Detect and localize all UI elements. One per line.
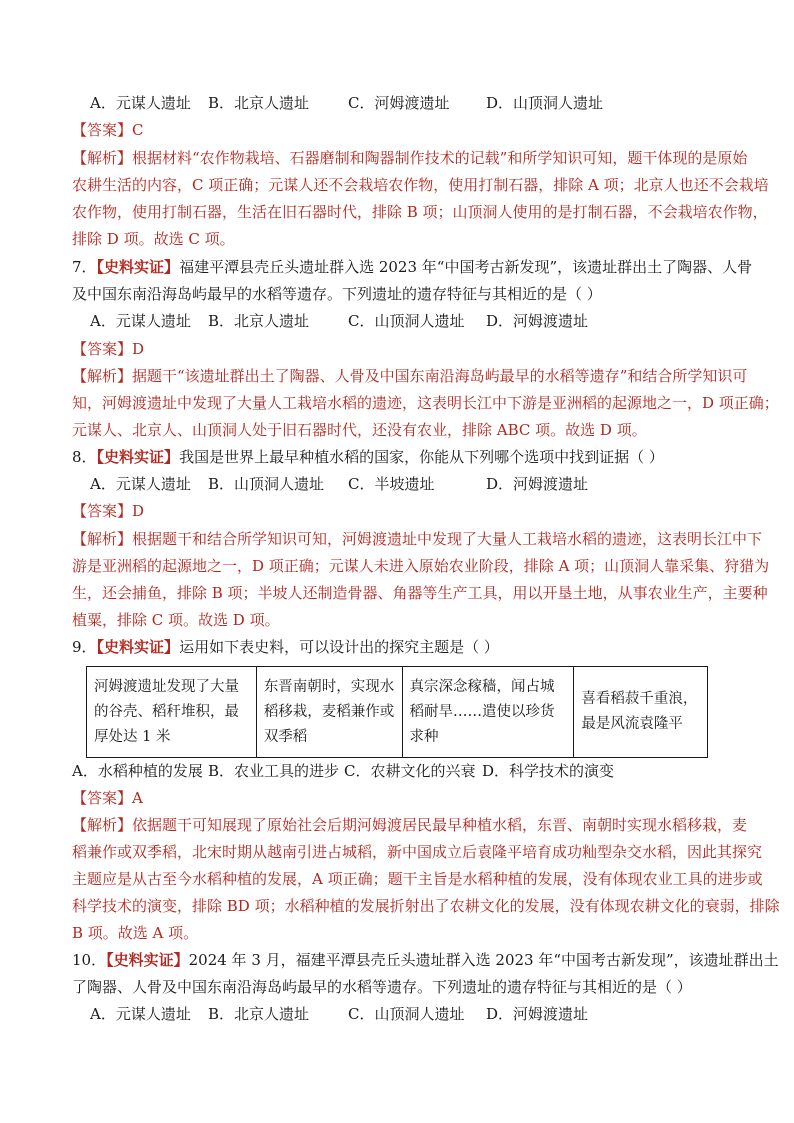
q6-answer bbox=[72, 117, 144, 144]
table-cell: 喜看稻菽千重浪，最是风流袁隆平 bbox=[574, 667, 708, 758]
q9-explanation-line: 主题应是从古至今水稻种植的发展，A 项正确；题干主旨是水稻种植的发展，没有体现农业工具的进步或 bbox=[72, 870, 763, 888]
q8-explanation-line: 生，还会捕鱼，排除 B 项；半坡人还制造骨器、角器等生产工具，用以开垦土地，从事农业生产，主要种 bbox=[72, 584, 768, 602]
q10-stem bbox=[72, 947, 779, 974]
question-number: 7． bbox=[72, 258, 97, 276]
q6-option-b: B．北京人遗址 bbox=[208, 94, 310, 112]
q8-explanation-line bbox=[72, 526, 762, 553]
q9-option-c: C．农耕文化的兴衰 bbox=[344, 762, 476, 780]
answer-value: C bbox=[132, 121, 144, 139]
q7-stem bbox=[72, 254, 752, 281]
q9-explanation-line: B 项。故选 A 项。 bbox=[72, 924, 199, 942]
q6-option-a: A．元谋人遗址 bbox=[90, 94, 191, 112]
table-cell: 东晋南朝时，实现水稻移栽，麦稻兼作或双季稻 bbox=[256, 667, 402, 758]
question-number: 8． bbox=[72, 448, 97, 466]
question-number: 10． bbox=[72, 951, 107, 969]
explanation-label: 【解析】 bbox=[72, 530, 133, 548]
answer-value: D bbox=[132, 502, 145, 520]
explanation-text: 根据题干和结合所学知识可知，河姆渡遗址中发现了大量人工栽培水稻的遗迹，这表明长江中下 bbox=[132, 530, 763, 548]
q10-stem-line: 了陶器、人骨及中国东南沿海岛屿最早的水稻等遗存。下列遗址的遗存特征与其相近的是（ ） bbox=[72, 978, 692, 996]
q7-answer bbox=[72, 336, 144, 363]
q9-option-a: A．水稻种植的发展 bbox=[72, 762, 203, 780]
question-tag: 【史料实证】 bbox=[96, 448, 180, 466]
stem-text: 2024 年 3 月，福建平潭县壳丘头遗址群入选 2023 年“中国考古新发现”，该遗址群出土 bbox=[188, 951, 779, 969]
q8-option-d: D．河姆渡遗址 bbox=[486, 475, 589, 493]
q8-answer bbox=[72, 498, 144, 525]
question-tag: 【史料实证】 bbox=[106, 951, 189, 969]
q8-option-a: A．元谋人遗址 bbox=[90, 475, 191, 493]
explanation-label: 【解析】 bbox=[72, 367, 133, 385]
q8-option-b: B．山顶洞人遗址 bbox=[208, 475, 325, 493]
q7-explanation-line: 知，河姆渡遗址中发现了大量人工栽培水稻的遗迹，这表明长江中下游是亚洲稻的起源地之一，D 项正确； bbox=[72, 394, 779, 412]
q9-option-b: B．农业工具的进步 bbox=[208, 762, 340, 780]
question-tag: 【史料实证】 bbox=[96, 638, 180, 656]
explanation-text: 根据材料“农作物栽培、石器磨制和陶器制作技术的记载”和所学知识可知，题干体现的是原始 bbox=[132, 149, 748, 167]
q9-answer bbox=[72, 785, 143, 812]
stem-text: 福建平潭县壳丘头遗址群入选 2023 年“中国考古新发现”，该遗址群出土了陶器、人骨 bbox=[179, 258, 753, 276]
q7-option-a: A．元谋人遗址 bbox=[90, 312, 191, 330]
explanation-label: 【解析】 bbox=[72, 149, 133, 167]
q7-option-c: C．山顶洞人遗址 bbox=[348, 312, 465, 330]
answer-label: 【答案】 bbox=[72, 121, 133, 139]
q8-explanation-line: 游是亚洲稻的起源地之一，D 项正确；元谋人未进入原始农业阶段，排除 A 项；山顶洞人靠采集、狩猎为 bbox=[72, 557, 770, 575]
explanation-text: 依据题干可知展现了原始社会后期河姆渡居民最早种植水稻，东晋、南朝时实现水稻移栽，麦 bbox=[132, 816, 748, 834]
stem-text: 我国是世界上最早种植水稻的国家，你能从下列哪个选项中找到证据（ ） bbox=[179, 448, 664, 466]
q7-explanation-line: 元谋人、北京人、山顶洞人处于旧石器时代，还没有农业，排除 ABC 项。故选 D 项。 bbox=[72, 421, 647, 439]
q10-option-b: B．北京人遗址 bbox=[208, 1005, 310, 1023]
table-cell: 河姆渡遗址发现了大量的谷壳、稻秆堆积，最厚处达 1 米 bbox=[87, 667, 257, 758]
q7-explanation-line bbox=[72, 363, 747, 390]
q6-option-d: D．山顶洞人遗址 bbox=[486, 94, 604, 112]
answer-label: 【答案】 bbox=[72, 789, 133, 807]
q9-explanation-line: 稻兼作或双季稻，北宋时期从越南引进占城稻，新中国成立后袁隆平培育成功籼型杂交水稻，因此其探究 bbox=[72, 843, 763, 861]
q10-option-d: D．河姆渡遗址 bbox=[486, 1005, 589, 1023]
q10-option-c: C．山顶洞人遗址 bbox=[348, 1005, 465, 1023]
q6-explanation-line: 农作物，使用打制石器，生活在旧石器时代，排除 B 项；山顶洞人使用的是打制石器，不会栽培农作物， bbox=[72, 203, 768, 221]
question-number: 9． bbox=[72, 638, 97, 656]
q6-explanation-line: 排除 D 项。故选 C 项。 bbox=[72, 230, 235, 248]
q10-option-a: A．元谋人遗址 bbox=[90, 1005, 191, 1023]
explanation-label: 【解析】 bbox=[72, 816, 133, 834]
q9-explanation-line bbox=[72, 812, 747, 839]
q9-stem bbox=[72, 634, 499, 661]
q9-explanation-line: 科学技术的演变，排除 BD 项；水稻种植的发展折射出了农耕文化的发展，没有体现农耕文化的衰弱，排除 bbox=[72, 897, 780, 915]
question-tag: 【史料实证】 bbox=[96, 258, 180, 276]
stem-text: 运用如下表史料，可以设计出的探究主题是（ ） bbox=[179, 638, 499, 656]
answer-label: 【答案】 bbox=[72, 502, 133, 520]
q6-option-c: C．河姆渡遗址 bbox=[348, 94, 450, 112]
answer-value: A bbox=[132, 789, 143, 807]
q7-option-d: D．河姆渡遗址 bbox=[486, 312, 589, 330]
q9-option-d: D．科学技术的演变 bbox=[482, 762, 615, 780]
table-row bbox=[87, 667, 708, 758]
q8-stem bbox=[72, 444, 664, 471]
q7-option-b: B．北京人遗址 bbox=[208, 312, 310, 330]
q6-explanation-line bbox=[72, 145, 747, 172]
explanation-text: 据题干“该遗址群出土了陶器、人骨及中国东南沿海岛屿最早的水稻等遗存”和结合所学知识可 bbox=[132, 367, 748, 385]
q6-explanation-line: 农耕生活的内容，C 项正确；元谋人还不会栽培农作物，使用打制石器，排除 A 项；北京人也还不会栽培 bbox=[72, 176, 769, 194]
answer-label: 【答案】 bbox=[72, 340, 133, 358]
q9-source-table bbox=[86, 666, 708, 758]
table-cell: 真宗深念稼穑，闻占城稻耐旱……遣使以珍货求种 bbox=[402, 667, 574, 758]
answer-value: D bbox=[132, 340, 145, 358]
q7-stem-line: 及中国东南沿海岛屿最早的水稻等遗存。下列遗址的遗存特征与其相近的是（ ） bbox=[72, 285, 602, 303]
q8-option-c: C．半坡遗址 bbox=[348, 475, 435, 493]
q8-explanation-line: 植粟，排除 C 项。故选 D 项。 bbox=[72, 611, 280, 629]
